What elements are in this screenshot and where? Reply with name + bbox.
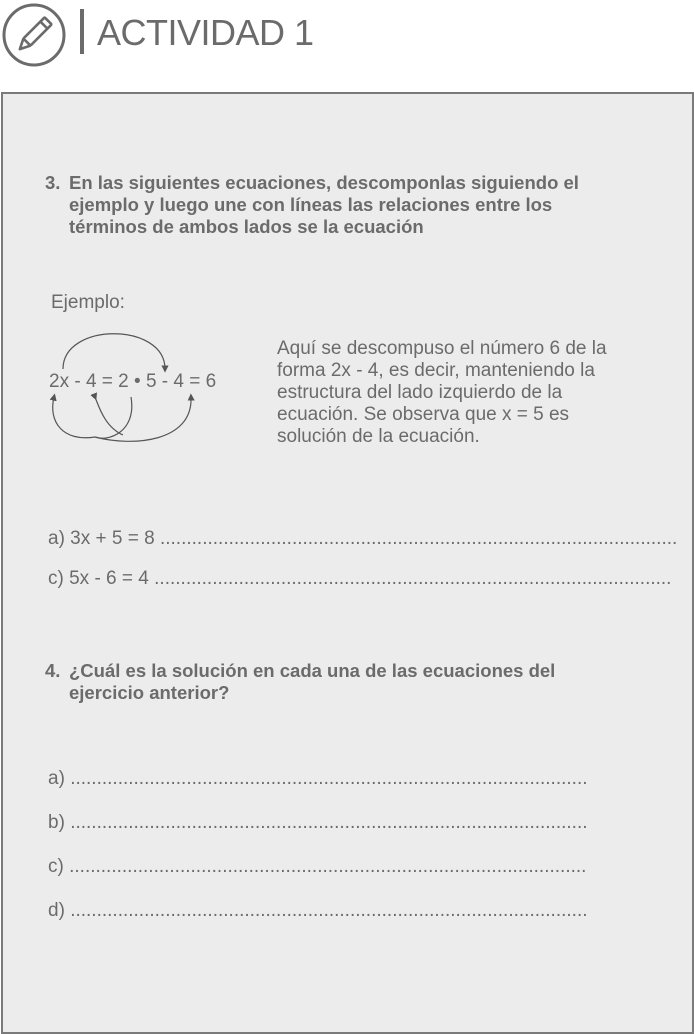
answer-dotted-line[interactable]: .................................................................................................. (70, 768, 588, 789)
exercise-a (48, 528, 678, 550)
explanation-line: Aquí se descompuso el número 6 de la (277, 338, 607, 359)
example-label: Ejemplo: (51, 292, 125, 313)
question-text (69, 172, 659, 238)
answer-label: d) (48, 900, 65, 921)
exercise-label: c) 5x - 6 = 4 (48, 568, 149, 589)
exercise-label: a) 3x + 5 = 8 (48, 528, 155, 549)
answer-a (48, 768, 588, 790)
question-line: ¿Cuál es la solución en cada una de las ecuaciones del (69, 660, 556, 681)
answer-dotted-line[interactable]: .................................................................................................. (159, 528, 678, 549)
explanation-line: ecuación. Se observa que x = 5 es (277, 404, 570, 425)
question-text (69, 660, 659, 704)
example-equation-diagram (43, 327, 258, 447)
question-line: En las siguientes ecuaciones, descomponlas siguiendo el (69, 172, 579, 193)
example-equation: 2x - 4 = 2 • 5 - 4 = 6 (49, 371, 217, 392)
question-number: 4. (45, 660, 61, 681)
answer-label: a) (48, 768, 65, 789)
answer-label: c) (48, 856, 64, 877)
explanation-line: solución de la ecuación. (277, 426, 480, 447)
connector-arc (53, 397, 95, 438)
answer-d (48, 900, 588, 922)
pencil-icon (2, 3, 66, 67)
activity-panel (1, 92, 694, 1034)
explanation-line: estructura del lado izquierdo de la (277, 382, 563, 403)
connector-arc (95, 397, 191, 441)
question-3 (45, 172, 665, 242)
question-line: ejercicio anterior? (69, 682, 230, 703)
answer-dotted-line[interactable]: .................................................................................................. (70, 900, 588, 921)
header-divider (80, 9, 84, 54)
answer-dotted-line[interactable]: .................................................................................................. (70, 812, 588, 833)
question-line: ejemplo y luego une con líneas las relaciones entre los (69, 194, 553, 215)
question-4 (45, 660, 665, 710)
answer-b (48, 812, 588, 834)
question-line: términos de ambos lados se la ecuación (69, 216, 424, 237)
activity-header (0, 0, 693, 70)
answer-label: b) (48, 812, 65, 833)
connector-arc (95, 397, 123, 435)
answer-dotted-line[interactable]: .................................................................................................. (69, 856, 587, 877)
answer-dotted-line[interactable]: .................................................................................................. (154, 568, 672, 589)
connector-arc (63, 334, 165, 369)
example-explanation (277, 338, 657, 448)
answer-c (48, 856, 587, 878)
question-number: 3. (45, 172, 61, 193)
exercise-c (48, 568, 672, 590)
connector-arc (95, 397, 132, 438)
explanation-line: forma 2x - 4, es decir, manteniendo la (277, 360, 595, 381)
page-title: ACTIVIDAD 1 (97, 12, 314, 53)
